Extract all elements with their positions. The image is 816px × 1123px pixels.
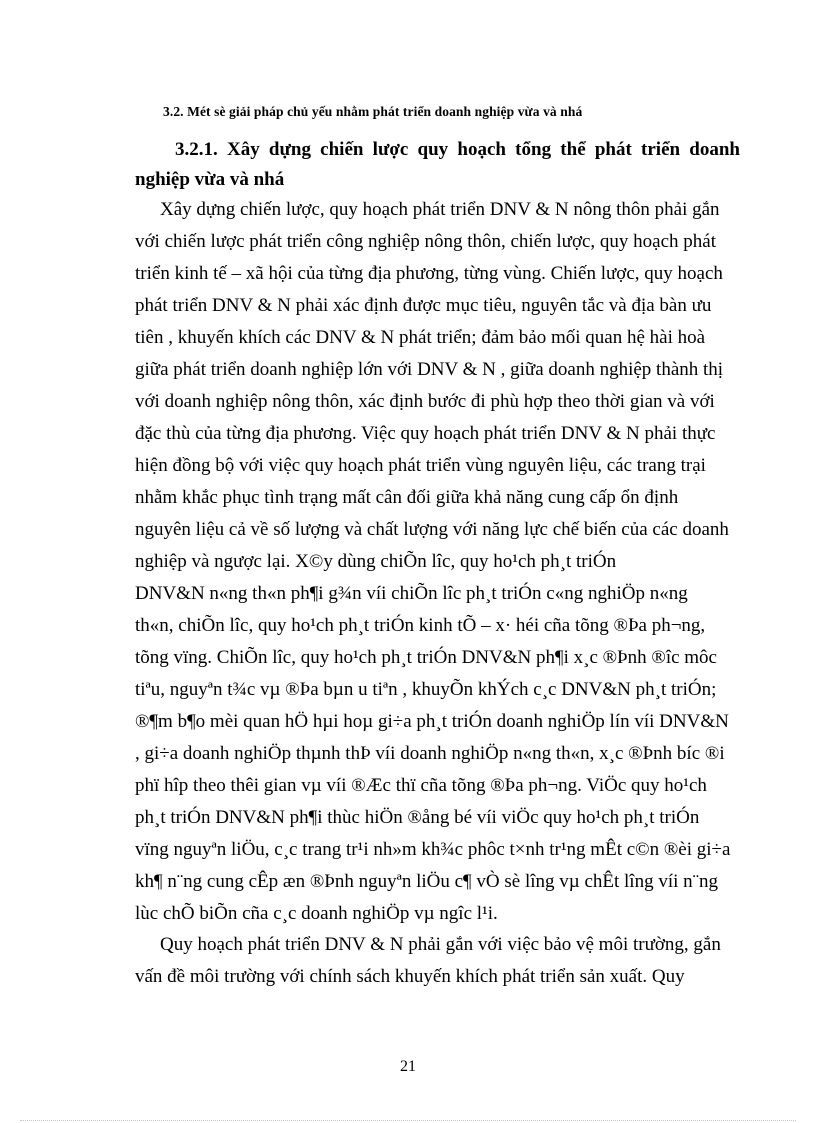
- subsection-heading-line-1: 3.2.1. Xây dựng chiến lược quy hoạch tổng thể phát triển doanh: [175, 139, 740, 160]
- subsection-heading-line-2: nghiệp vừa và nhá: [135, 169, 285, 190]
- paragraph-line: nghiệp và ngược lại. X©y dùng chiÕn lîc, quy ho¹ch ph¸t triÓn: [135, 551, 617, 572]
- paragraph-line: nhằm khắc phục tình trạng mất cân đối giữa khả năng cung cấp ổn định: [135, 487, 679, 508]
- paragraph-line: vïng nguyªn liÖu, c¸c trang tr¹i nh»m kh¾c phôc t×nh tr¹ng mÊt c©n ®èi gi÷a: [135, 839, 731, 860]
- paragraph-line: vấn đề môi trường với chính sách khuyến khích phát triển sản xuất. Quy: [135, 966, 685, 987]
- paragraph-line: triển kinh tế – xã hội của từng địa phương, từng vùng. Chiến lược, quy hoạch: [135, 263, 723, 284]
- paragraph-line: , gi÷a doanh nghiÖp thµnh thÞ víi doanh nghiÖp n«ng th«n, x¸c ®Þnh bíc ®i: [135, 743, 725, 764]
- paragraph-line: tõng vïng. ChiÕn lîc, quy ho¹ch ph¸t triÓn DNV&N ph¶i x¸c ®Þnh ®îc môc: [135, 647, 717, 668]
- paragraph-1: [135, 194, 731, 930]
- paragraph-line: ph¸t triÓn DNV&N ph¶i thùc hiÖn ®ång bé víi viÖc quy ho¹ch ph¸t triÓn: [135, 807, 700, 828]
- paragraph-line: lùc chÕ biÕn cña c¸c doanh nghiÖp vµ ngîc l¹i.: [135, 903, 498, 924]
- paragraph-line: Xây dựng chiến lược, quy hoạch phát triển DNV & N nông thôn phải gắn: [160, 199, 720, 220]
- paragraph-line: DNV&N n«ng th«n ph¶i g¾n víi chiÕn lîc ph¸t triÓn c«ng nghiÖp n«ng: [135, 583, 688, 604]
- paragraph-line: nguyên liệu cả về số lượng và chất lượng với năng lực chế biến của các doanh: [135, 519, 729, 540]
- paragraph-line: giữa phát triển doanh nghiệp lớn với DNV & N , giữa doanh nghiệp thành thị: [135, 359, 724, 380]
- paragraph-line: phát triển DNV & N phải xác định được mục tiêu, nguyên tắc và địa bàn ưu: [135, 295, 712, 316]
- paragraph-line: hiện đồng bộ với việc quy hoạch phát triển vùng nguyên liệu, các trang trại: [135, 455, 706, 476]
- paragraph-line: kh¶ n¨ng cung cÊp æn ®Þnh nguyªn liÖu c¶ vÒ sè lîng vµ chÊt lîng víi n¨ng: [135, 871, 718, 892]
- paragraph-line: th«n, chiÕn lîc, quy ho¹ch ph¸t triÓn kinh tÕ – x· héi cña tõng ®Þa ph¬ng,: [135, 615, 706, 636]
- paragraph-line: Quy hoạch phát triển DNV & N phải gắn với việc bảo vệ môi trường, gắn: [160, 934, 721, 955]
- page-bottom-divider: [20, 1120, 796, 1121]
- paragraph-line: tiên , khuyến khích các DNV & N phát triển; đảm bảo mối quan hệ hài hoà: [135, 327, 706, 348]
- paragraph-line: đặc thù của từng địa phương. Việc quy hoạch phát triển DNV & N phải thực: [135, 423, 716, 444]
- paragraph-line: với doanh nghiệp nông thôn, xác định bước đi phù hợp theo thời gian và với: [135, 391, 715, 412]
- paragraph-line: tiªu, nguyªn t¾c vµ ®Þa bµn u tiªn , khuyÕn khÝch c¸c DNV&N ph¸t triÓn;: [135, 679, 717, 700]
- page-number: 21: [400, 1058, 416, 1075]
- paragraph-line: ®¶m b¶o mèi quan hÖ hµi hoµ gi÷a ph¸t triÓn doanh nghiÖp lín víi DNV&N: [135, 711, 729, 732]
- subsection-heading: [135, 135, 740, 195]
- section-heading: 3.2. Mét sè giải pháp chủ yếu nhằm phát triển doanh nghiệp vừa và nhá: [163, 104, 583, 119]
- paragraph-line: phï hîp theo thêi gian vµ víi ®Æc thï cña tõng ®Þa ph¬ng. ViÖc quy ho¹ch: [135, 775, 707, 796]
- paragraph-2: [135, 929, 731, 993]
- paragraph-line: với chiến lược phát triển công nghiệp nông thôn, chiến lược, quy hoạch phát: [135, 231, 717, 252]
